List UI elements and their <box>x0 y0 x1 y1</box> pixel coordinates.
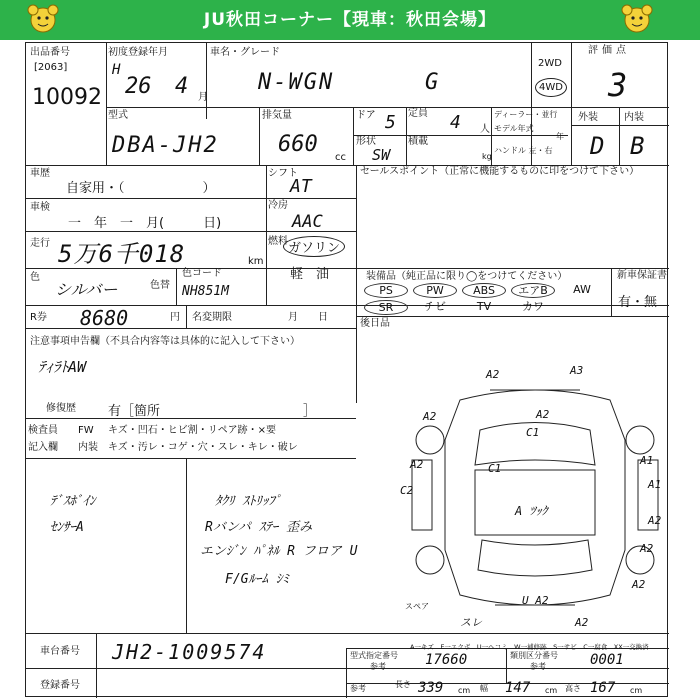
car-damage-diagram <box>400 360 670 630</box>
use-label: 車歴 <box>30 168 50 179</box>
handle-label: ハンドル 左・右 <box>494 146 553 155</box>
chassis-value: JH2-1009574 <box>112 640 267 664</box>
drive-4wd: 4WD <box>535 78 567 97</box>
mileage-value: 5万6千018 <box>58 240 186 268</box>
width-value: 147 <box>505 680 531 696</box>
first-reg-label: 初度登録年月 <box>108 47 168 58</box>
diagram-mark-3: A2 <box>423 410 437 423</box>
diagram-mark-7: A2 <box>410 458 424 471</box>
remark-right-1: ﾀｸﾘ ｽﾄﾘｯﾌﾟ <box>215 494 282 509</box>
model-year-label: モデル年式 <box>494 124 534 133</box>
diagram-mark-8: C2 <box>400 484 414 497</box>
category-ref: 参考 <box>530 662 546 671</box>
diagram-mark-15: U A2 <box>522 594 549 607</box>
height-value: 167 <box>590 680 616 696</box>
exterior-label: 外装 <box>578 112 598 123</box>
shape-value: SW <box>372 146 391 164</box>
mileage-unit: km <box>248 256 264 267</box>
fuel-diesel: 軽 油 <box>290 267 330 282</box>
width-label: 幅 <box>480 684 488 693</box>
car-name: N-WGN <box>258 70 335 95</box>
displacement-unit: cc <box>335 152 346 163</box>
car-name-label: 車名・グレード <box>210 47 280 58</box>
name-change-value: 月 日 <box>288 312 328 323</box>
tax-value: 8680 <box>80 306 129 330</box>
interior-label: 内装 <box>624 112 644 123</box>
page-title: JU秋田コーナー【現車：秋田会場】 <box>203 10 497 30</box>
category-value: 0001 <box>590 652 624 668</box>
shape-label: 形状 <box>356 136 376 147</box>
new-warranty-label: 新車保証書 <box>617 270 667 281</box>
diagram-legend: A一キズ E一エクボ U一ヘコミ W一補修跡 S一サビ C一腐食 XX一交換済 <box>410 643 649 651</box>
remark-left-1: ﾃﾞｽﾎﾞｲﾝ <box>50 494 96 509</box>
load-label: 積載 <box>408 136 428 147</box>
diagram-mark-4: A2 <box>536 408 550 421</box>
equipment-item: PW <box>413 283 457 298</box>
notes-handwritten: ﾃｨﾗﾄAW <box>38 358 87 376</box>
interior-grade: B <box>630 132 645 160</box>
length-ref: 参考 <box>350 684 366 693</box>
name-change-label: 名変期限 <box>192 312 232 323</box>
type-value: 17660 <box>425 652 468 668</box>
color-value: シルバー <box>55 280 118 299</box>
dealer-label: ディーラー・並行 <box>494 110 558 119</box>
repair-label: 修復歴 <box>46 403 76 414</box>
equipment-label: 装備品（純正品に限り◯をつけてください） <box>366 271 568 282</box>
color-change-label: 色替 <box>150 280 170 291</box>
remark-right-4: F/Gﾙｰﾑ ｼﾐ <box>225 572 289 587</box>
remark-right-3: エンｼﾞﾝ ﾊﾟﾈﾙ R フロア U <box>200 544 358 559</box>
diagram-mark-13: A2 <box>640 542 654 555</box>
color-code-label: 色コード <box>182 268 222 279</box>
first-reg-month: 4 <box>175 74 189 99</box>
shift-label: シフト <box>268 168 298 179</box>
new-warranty-value: 有・無 <box>618 295 658 310</box>
fw-items: キズ・凹石・ヒビ割・リペア跡・×要 <box>108 425 276 436</box>
diagram-mark-5: C1 <box>526 426 540 439</box>
car-grade: G <box>425 70 439 95</box>
remark-right-2: Rバンパ ｽﾃｰ 歪み <box>205 520 313 535</box>
doors-label: ドア <box>356 110 376 121</box>
exterior-grade: D <box>590 132 605 160</box>
interior-insp-items: キズ・汚レ・コゲ・穴・スレ・キレ・破レ <box>108 442 298 453</box>
inspection-label: 車検 <box>30 202 50 213</box>
load-unit: kg <box>482 152 492 161</box>
equipment-item: エアB <box>511 283 555 298</box>
tax-label: R券 <box>30 312 47 323</box>
fw-label: FW <box>78 425 94 436</box>
fuel-label: 燃料 <box>268 236 288 247</box>
shift-value: AT <box>290 176 312 197</box>
spare-label: スペア <box>405 602 429 611</box>
length-label: 長さ <box>395 680 411 689</box>
diagram-mark-12: A2 <box>648 514 662 527</box>
equipment-item: TV <box>476 300 492 313</box>
notes-label: 注意事項申告欄（不具合内容等は具体的に記入して下さい） <box>30 336 300 347</box>
length-value: 339 <box>418 680 444 696</box>
diagram-mark-10: A1 <box>648 478 662 491</box>
displacement-value: 660 <box>278 132 318 157</box>
equipment-item: SR <box>364 300 408 315</box>
width-unit: cm <box>545 686 558 695</box>
diagram-mark-6: C1 <box>488 462 502 475</box>
lot-number-label: 出品番号 <box>30 47 70 58</box>
diagram-mark-1: A2 <box>486 368 500 381</box>
interior-insp-label: 内装 <box>78 442 98 453</box>
drive-2wd: 2WD <box>538 58 562 69</box>
inspection-value: 一 年 一 月( 日) <box>68 216 222 231</box>
use-value: 自家用・（ ） <box>66 181 216 196</box>
height-label: 高さ <box>565 684 581 693</box>
rating-label: 評価点 <box>588 45 630 56</box>
repair-value: 有［箇所 ］ <box>108 404 317 419</box>
capacity-label: 定員 <box>408 108 428 119</box>
diagram-mark-2: A3 <box>570 364 584 377</box>
diagram-mark-9: A1 <box>640 454 654 467</box>
diagram-mark-16: スレ <box>460 616 482 629</box>
diagram-mark-11: A ﾂｯｸ <box>515 504 548 518</box>
equipment-item: PS <box>364 283 408 298</box>
color-label: 色 <box>30 272 40 283</box>
remark-left-2: ｾﾝｻｰA <box>50 520 84 535</box>
model-value: DBA-JH2 <box>112 133 219 158</box>
type-label: 型式指定番号 <box>350 651 398 660</box>
lot-number: 10092 <box>32 85 102 110</box>
height-unit: cm <box>630 686 643 695</box>
equipment-item: カワ <box>522 300 544 313</box>
first-reg-year: 26 <box>125 74 152 99</box>
displacement-label: 排気量 <box>262 110 292 121</box>
registration-label: 登録番号 <box>40 680 80 691</box>
capacity-value: 4 <box>450 112 461 133</box>
fuel-gasoline: ガソリン <box>283 236 345 257</box>
diagram-mark-14: A2 <box>632 578 646 591</box>
lot-sub-number: [2063] <box>34 62 68 73</box>
inspector-label-2: 記入欄 <box>28 442 58 453</box>
first-reg-month-unit: 月 <box>198 92 208 103</box>
sales-point-label: セールスポイント（正常に機能するものに印をつけて下さい） <box>360 166 640 177</box>
doors-value: 5 <box>385 112 396 133</box>
equipment-item: AW <box>573 283 591 296</box>
chassis-label: 車台番号 <box>40 646 80 657</box>
inspector-label-1: 検査員 <box>28 425 58 436</box>
diagram-mark-17: A2 <box>575 616 589 629</box>
equipment-item: ABS <box>462 283 506 298</box>
ac-label: 冷房 <box>268 200 288 211</box>
ac-value: AAC <box>292 212 323 232</box>
mileage-label: 走行 <box>30 238 50 249</box>
model-label: 型式 <box>108 110 128 121</box>
type-ref: 参考 <box>370 662 386 671</box>
model-year-unit: 年 <box>556 132 564 141</box>
length-unit: cm <box>458 686 471 695</box>
aftermarket-label: 後日品 <box>360 318 390 329</box>
equipment-item: チビ <box>424 300 446 313</box>
rating-score: 3 <box>608 66 628 104</box>
tax-unit: 円 <box>170 312 180 323</box>
capacity-unit: 人 <box>480 124 490 135</box>
color-code: NH851M <box>182 284 229 299</box>
category-label: 類別区分番号 <box>510 651 558 660</box>
first-reg-era: H <box>112 62 121 78</box>
